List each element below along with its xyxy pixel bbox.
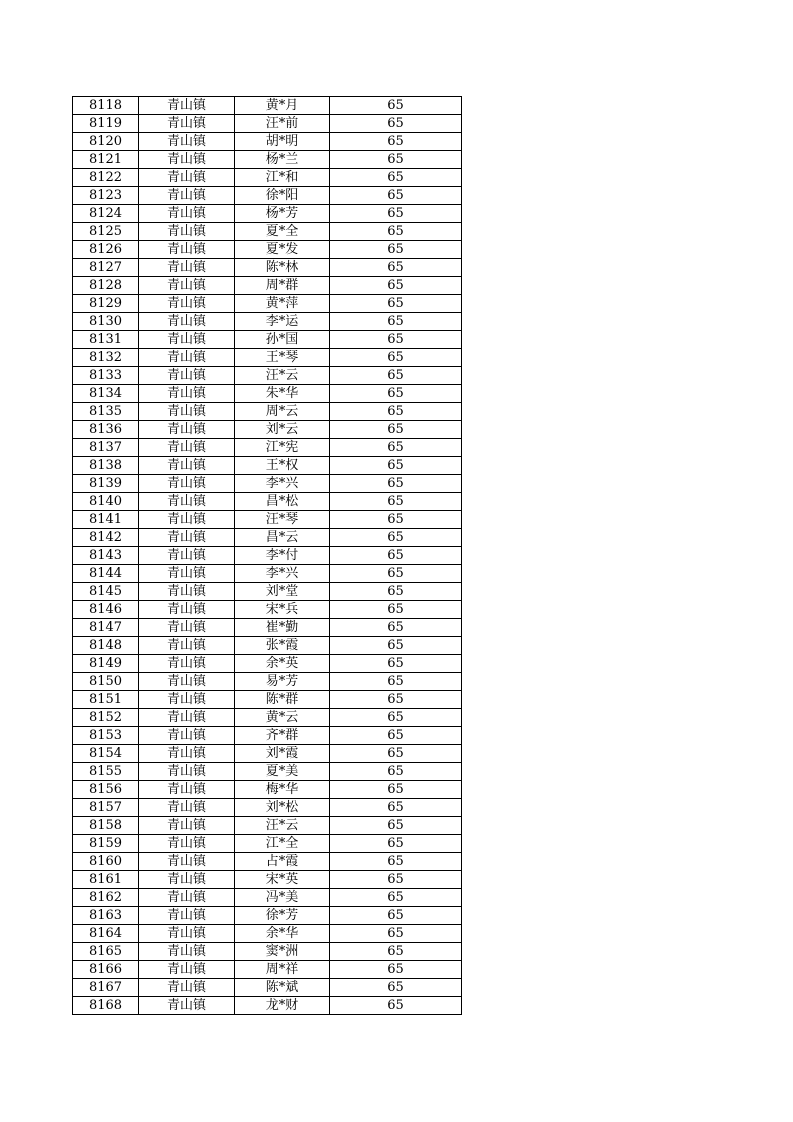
row-number-cell: 8151	[73, 691, 139, 709]
row-number-cell: 8145	[73, 583, 139, 601]
town-cell: 青山镇	[139, 205, 235, 223]
row-number-cell: 8150	[73, 673, 139, 691]
town-cell: 青山镇	[139, 385, 235, 403]
table-row	[73, 511, 462, 529]
row-number-cell: 8121	[73, 151, 139, 169]
table-row	[73, 169, 462, 187]
table-row	[73, 799, 462, 817]
name-cell: 李*付	[235, 547, 330, 565]
town-cell: 青山镇	[139, 97, 235, 115]
amount-cell: 65	[330, 691, 462, 709]
row-number-cell: 8155	[73, 763, 139, 781]
amount-cell: 65	[330, 565, 462, 583]
name-cell: 余*英	[235, 655, 330, 673]
row-number-cell: 8135	[73, 403, 139, 421]
table-row	[73, 691, 462, 709]
table-row	[73, 457, 462, 475]
row-number-cell: 8125	[73, 223, 139, 241]
amount-cell: 65	[330, 241, 462, 259]
row-number-cell: 8138	[73, 457, 139, 475]
amount-cell: 65	[330, 529, 462, 547]
row-number-cell: 8142	[73, 529, 139, 547]
name-cell: 陈*斌	[235, 979, 330, 997]
row-number-cell: 8126	[73, 241, 139, 259]
town-cell: 青山镇	[139, 295, 235, 313]
town-cell: 青山镇	[139, 853, 235, 871]
amount-cell: 65	[330, 223, 462, 241]
amount-cell: 65	[330, 493, 462, 511]
table-row	[73, 205, 462, 223]
row-number-cell: 8133	[73, 367, 139, 385]
row-number-cell: 8134	[73, 385, 139, 403]
amount-cell: 65	[330, 817, 462, 835]
amount-cell: 65	[330, 511, 462, 529]
row-number-cell: 8165	[73, 943, 139, 961]
data-table	[72, 96, 462, 1015]
amount-cell: 65	[330, 439, 462, 457]
name-cell: 齐*群	[235, 727, 330, 745]
amount-cell: 65	[330, 97, 462, 115]
row-number-cell: 8156	[73, 781, 139, 799]
amount-cell: 65	[330, 943, 462, 961]
table-row	[73, 241, 462, 259]
table-row	[73, 709, 462, 727]
amount-cell: 65	[330, 673, 462, 691]
name-cell: 崔*勤	[235, 619, 330, 637]
table-row	[73, 421, 462, 439]
town-cell: 青山镇	[139, 529, 235, 547]
name-cell: 龙*财	[235, 997, 330, 1015]
name-cell: 杨*兰	[235, 151, 330, 169]
name-cell: 汪*琴	[235, 511, 330, 529]
amount-cell: 65	[330, 349, 462, 367]
name-cell: 刘*松	[235, 799, 330, 817]
amount-cell: 65	[330, 961, 462, 979]
table-row	[73, 529, 462, 547]
table-row	[73, 745, 462, 763]
table-row	[73, 349, 462, 367]
table-row	[73, 835, 462, 853]
name-cell: 夏*发	[235, 241, 330, 259]
row-number-cell: 8154	[73, 745, 139, 763]
row-number-cell: 8131	[73, 331, 139, 349]
amount-cell: 65	[330, 637, 462, 655]
amount-cell: 65	[330, 475, 462, 493]
table-row	[73, 817, 462, 835]
town-cell: 青山镇	[139, 673, 235, 691]
table-row	[73, 763, 462, 781]
table-row	[73, 403, 462, 421]
amount-cell: 65	[330, 979, 462, 997]
amount-cell: 65	[330, 925, 462, 943]
amount-cell: 65	[330, 781, 462, 799]
table-row	[73, 331, 462, 349]
row-number-cell: 8141	[73, 511, 139, 529]
amount-cell: 65	[330, 709, 462, 727]
table-row	[73, 943, 462, 961]
row-number-cell: 8167	[73, 979, 139, 997]
amount-cell: 65	[330, 403, 462, 421]
table-row	[73, 655, 462, 673]
amount-cell: 65	[330, 151, 462, 169]
table-row	[73, 727, 462, 745]
town-cell: 青山镇	[139, 907, 235, 925]
table-row	[73, 889, 462, 907]
amount-cell: 65	[330, 259, 462, 277]
row-number-cell: 8159	[73, 835, 139, 853]
amount-cell: 65	[330, 367, 462, 385]
amount-cell: 65	[330, 727, 462, 745]
town-cell: 青山镇	[139, 871, 235, 889]
town-cell: 青山镇	[139, 223, 235, 241]
row-number-cell: 8118	[73, 97, 139, 115]
town-cell: 青山镇	[139, 115, 235, 133]
town-cell: 青山镇	[139, 781, 235, 799]
town-cell: 青山镇	[139, 637, 235, 655]
town-cell: 青山镇	[139, 745, 235, 763]
name-cell: 冯*美	[235, 889, 330, 907]
town-cell: 青山镇	[139, 763, 235, 781]
town-cell: 青山镇	[139, 691, 235, 709]
town-cell: 青山镇	[139, 403, 235, 421]
name-cell: 黄*月	[235, 97, 330, 115]
amount-cell: 65	[330, 619, 462, 637]
row-number-cell: 8157	[73, 799, 139, 817]
town-cell: 青山镇	[139, 565, 235, 583]
name-cell: 王*权	[235, 457, 330, 475]
row-number-cell: 8162	[73, 889, 139, 907]
name-cell: 李*运	[235, 313, 330, 331]
table-row	[73, 673, 462, 691]
amount-cell: 65	[330, 745, 462, 763]
town-cell: 青山镇	[139, 331, 235, 349]
name-cell: 黄*萍	[235, 295, 330, 313]
town-cell: 青山镇	[139, 187, 235, 205]
town-cell: 青山镇	[139, 151, 235, 169]
amount-cell: 65	[330, 799, 462, 817]
town-cell: 青山镇	[139, 133, 235, 151]
row-number-cell: 8137	[73, 439, 139, 457]
amount-cell: 65	[330, 763, 462, 781]
name-cell: 易*芳	[235, 673, 330, 691]
row-number-cell: 8147	[73, 619, 139, 637]
table-row	[73, 637, 462, 655]
name-cell: 窦*洲	[235, 943, 330, 961]
amount-cell: 65	[330, 331, 462, 349]
name-cell: 昌*云	[235, 529, 330, 547]
name-cell: 刘*云	[235, 421, 330, 439]
row-number-cell: 8153	[73, 727, 139, 745]
town-cell: 青山镇	[139, 655, 235, 673]
table-row	[73, 619, 462, 637]
name-cell: 刘*霞	[235, 745, 330, 763]
amount-cell: 65	[330, 853, 462, 871]
row-number-cell: 8139	[73, 475, 139, 493]
amount-cell: 65	[330, 835, 462, 853]
name-cell: 周*群	[235, 277, 330, 295]
name-cell: 刘*堂	[235, 583, 330, 601]
amount-cell: 65	[330, 871, 462, 889]
table-row	[73, 223, 462, 241]
town-cell: 青山镇	[139, 727, 235, 745]
town-cell: 青山镇	[139, 997, 235, 1015]
table-row	[73, 565, 462, 583]
name-cell: 周*云	[235, 403, 330, 421]
name-cell: 张*霞	[235, 637, 330, 655]
table-row	[73, 961, 462, 979]
table-row	[73, 871, 462, 889]
row-number-cell: 8149	[73, 655, 139, 673]
row-number-cell: 8130	[73, 313, 139, 331]
table-row	[73, 367, 462, 385]
table-row	[73, 475, 462, 493]
amount-cell: 65	[330, 133, 462, 151]
town-cell: 青山镇	[139, 547, 235, 565]
town-cell: 青山镇	[139, 475, 235, 493]
table-row	[73, 493, 462, 511]
row-number-cell: 8164	[73, 925, 139, 943]
table-row	[73, 115, 462, 133]
table-row	[73, 313, 462, 331]
amount-cell: 65	[330, 205, 462, 223]
row-number-cell: 8161	[73, 871, 139, 889]
table-row	[73, 601, 462, 619]
row-number-cell: 8119	[73, 115, 139, 133]
town-cell: 青山镇	[139, 889, 235, 907]
name-cell: 江*全	[235, 835, 330, 853]
town-cell: 青山镇	[139, 619, 235, 637]
town-cell: 青山镇	[139, 259, 235, 277]
name-cell: 梅*华	[235, 781, 330, 799]
name-cell: 李*兴	[235, 475, 330, 493]
row-number-cell: 8143	[73, 547, 139, 565]
town-cell: 青山镇	[139, 511, 235, 529]
table-row	[73, 151, 462, 169]
amount-cell: 65	[330, 907, 462, 925]
name-cell: 夏*全	[235, 223, 330, 241]
name-cell: 朱*华	[235, 385, 330, 403]
row-number-cell: 8144	[73, 565, 139, 583]
table-row	[73, 133, 462, 151]
row-number-cell: 8124	[73, 205, 139, 223]
name-cell: 孙*国	[235, 331, 330, 349]
row-number-cell: 8158	[73, 817, 139, 835]
table-row	[73, 439, 462, 457]
name-cell: 陈*群	[235, 691, 330, 709]
name-cell: 徐*芳	[235, 907, 330, 925]
amount-cell: 65	[330, 115, 462, 133]
row-number-cell: 8168	[73, 997, 139, 1015]
amount-cell: 65	[330, 655, 462, 673]
town-cell: 青山镇	[139, 169, 235, 187]
row-number-cell: 8120	[73, 133, 139, 151]
name-cell: 陈*林	[235, 259, 330, 277]
name-cell: 王*琴	[235, 349, 330, 367]
row-number-cell: 8166	[73, 961, 139, 979]
table-row	[73, 583, 462, 601]
name-cell: 昌*松	[235, 493, 330, 511]
table-body	[73, 97, 462, 1015]
table-row	[73, 385, 462, 403]
table-row	[73, 853, 462, 871]
name-cell: 夏*美	[235, 763, 330, 781]
name-cell: 占*霞	[235, 853, 330, 871]
name-cell: 李*兴	[235, 565, 330, 583]
row-number-cell: 8132	[73, 349, 139, 367]
row-number-cell: 8140	[73, 493, 139, 511]
town-cell: 青山镇	[139, 835, 235, 853]
row-number-cell: 8163	[73, 907, 139, 925]
name-cell: 徐*阳	[235, 187, 330, 205]
table-row	[73, 907, 462, 925]
town-cell: 青山镇	[139, 457, 235, 475]
amount-cell: 65	[330, 583, 462, 601]
table-row	[73, 97, 462, 115]
amount-cell: 65	[330, 187, 462, 205]
town-cell: 青山镇	[139, 277, 235, 295]
amount-cell: 65	[330, 889, 462, 907]
table-row	[73, 259, 462, 277]
table-row	[73, 925, 462, 943]
table-row	[73, 781, 462, 799]
row-number-cell: 8152	[73, 709, 139, 727]
table-row	[73, 979, 462, 997]
name-cell: 周*祥	[235, 961, 330, 979]
amount-cell: 65	[330, 601, 462, 619]
table-row	[73, 187, 462, 205]
amount-cell: 65	[330, 547, 462, 565]
town-cell: 青山镇	[139, 601, 235, 619]
row-number-cell: 8129	[73, 295, 139, 313]
town-cell: 青山镇	[139, 583, 235, 601]
town-cell: 青山镇	[139, 493, 235, 511]
town-cell: 青山镇	[139, 943, 235, 961]
table-row	[73, 997, 462, 1015]
row-number-cell: 8127	[73, 259, 139, 277]
name-cell: 汪*云	[235, 817, 330, 835]
table-row	[73, 295, 462, 313]
amount-cell: 65	[330, 169, 462, 187]
town-cell: 青山镇	[139, 313, 235, 331]
town-cell: 青山镇	[139, 709, 235, 727]
amount-cell: 65	[330, 421, 462, 439]
name-cell: 汪*云	[235, 367, 330, 385]
row-number-cell: 8128	[73, 277, 139, 295]
table-row	[73, 277, 462, 295]
name-cell: 余*华	[235, 925, 330, 943]
amount-cell: 65	[330, 457, 462, 475]
name-cell: 江*宪	[235, 439, 330, 457]
town-cell: 青山镇	[139, 979, 235, 997]
row-number-cell: 8122	[73, 169, 139, 187]
name-cell: 黄*云	[235, 709, 330, 727]
amount-cell: 65	[330, 385, 462, 403]
amount-cell: 65	[330, 295, 462, 313]
town-cell: 青山镇	[139, 421, 235, 439]
town-cell: 青山镇	[139, 367, 235, 385]
name-cell: 汪*前	[235, 115, 330, 133]
row-number-cell: 8160	[73, 853, 139, 871]
name-cell: 杨*芳	[235, 205, 330, 223]
amount-cell: 65	[330, 997, 462, 1015]
row-number-cell: 8123	[73, 187, 139, 205]
town-cell: 青山镇	[139, 439, 235, 457]
town-cell: 青山镇	[139, 817, 235, 835]
name-cell: 胡*明	[235, 133, 330, 151]
town-cell: 青山镇	[139, 349, 235, 367]
row-number-cell: 8146	[73, 601, 139, 619]
row-number-cell: 8148	[73, 637, 139, 655]
name-cell: 宋*兵	[235, 601, 330, 619]
amount-cell: 65	[330, 277, 462, 295]
town-cell: 青山镇	[139, 925, 235, 943]
town-cell: 青山镇	[139, 799, 235, 817]
amount-cell: 65	[330, 313, 462, 331]
name-cell: 宋*英	[235, 871, 330, 889]
row-number-cell: 8136	[73, 421, 139, 439]
table-row	[73, 547, 462, 565]
name-cell: 江*和	[235, 169, 330, 187]
town-cell: 青山镇	[139, 241, 235, 259]
town-cell: 青山镇	[139, 961, 235, 979]
